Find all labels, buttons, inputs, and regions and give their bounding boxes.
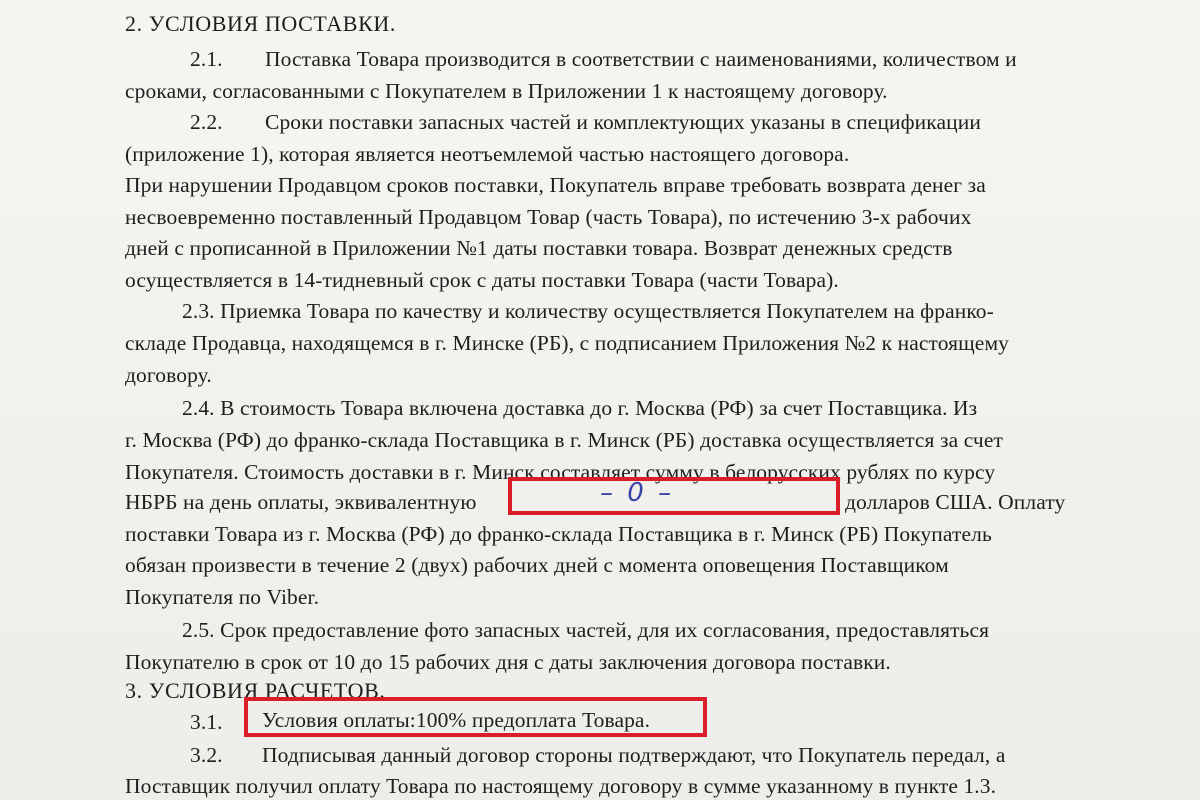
clause-3-1-text: Условия оплаты:100% предоплата Товара.: [262, 708, 651, 732]
clause-2-3-line-1: 2.3. Приемка Товара по качеству и количеству осуществляется Покупателем на франко-: [182, 299, 994, 323]
clause-2-4-line-6: обязан произвести в течение 2 (двух) рабочих дней с момента оповещения Поставщиком: [125, 553, 949, 577]
clause-2-4-line-7: Покупателя по Viber.: [125, 585, 320, 609]
clause-3-2-line-2: Поставщик получил оплату Товара по настоящему договору в сумме указанному в пункте 1.3.: [125, 774, 997, 798]
clause-2-1-line-1: Поставка Товара производится в соответствии с наименованиями, количеством и: [265, 47, 1017, 71]
clause-2-2-number: 2.2.: [190, 110, 223, 134]
clause-2-2-line-5: дней с прописанной в Приложении №1 даты поставки товара. Возврат денежных средств: [125, 236, 953, 260]
section-3-heading: 3. УСЛОВИЯ РАСЧЕТОВ.: [125, 678, 386, 703]
clause-3-2-line-1: Подписывая данный договор стороны подтверждают, что Покупатель передал, а: [262, 743, 1006, 767]
clause-2-1-number: 2.1.: [190, 47, 223, 71]
clause-2-2-line-3: При нарушении Продавцом сроков поставки, Покупатель вправе требовать возврата денег за: [125, 173, 986, 197]
clause-2-4-line-4-start: НБРБ на день оплаты, эквивалентную: [125, 490, 477, 514]
clause-2-4-line-4-end: долларов США. Оплату: [845, 490, 1066, 514]
clause-2-1-line-2: сроками, согласованными с Покупателем в Приложении 1 к настоящему договору.: [125, 79, 888, 103]
clause-3-2-number: 3.2.: [190, 743, 223, 767]
handwritten-amount: – 0 –: [600, 478, 675, 508]
clause-2-2-line-1: Сроки поставки запасных частей и комплектующих указаны в спецификации: [265, 110, 981, 134]
clause-2-4-line-3: Покупателя. Стоимость доставки в г. Минск составляет сумму в белорусских рублях по курсу: [125, 460, 996, 484]
clause-2-4-line-5: поставки Товара из г. Москва (РФ) до франко-склада Поставщика в г. Минск (РБ) Покупатель: [125, 522, 992, 546]
clause-2-2-line-4: несвоевременно поставленный Продавцом Товар (часть Товара), по истечению 3-х рабочих: [125, 205, 972, 229]
clause-2-3-line-2: складе Продавца, находящемся в г. Минске (РБ), с подписанием Приложения №2 к настоящему: [125, 331, 1009, 355]
clause-2-5-line-1: 2.5. Срок предоставление фото запасных частей, для их согласования, предоставляться: [182, 618, 990, 642]
clause-3-1-number: 3.1.: [190, 710, 223, 734]
clause-2-2-line-2: (приложение 1), которая является неотъемлемой частью настоящего договора.: [125, 142, 850, 166]
clause-2-5-line-2: Покупателю в срок от 10 до 15 рабочих дня с даты заключения договора поставки.: [125, 650, 891, 674]
clause-2-2-line-6: осуществляется в 14-тидневный срок с даты поставки Товара (части Товара).: [125, 268, 839, 292]
clause-2-3-line-3: договору.: [125, 363, 212, 387]
section-2-heading: 2. УСЛОВИЯ ПОСТАВКИ.: [125, 11, 396, 36]
clause-2-4-line-1: 2.4. В стоимость Товара включена доставка до г. Москва (РФ) за счет Поставщика. Из: [182, 396, 978, 420]
clause-2-4-line-2: г. Москва (РФ) до франко-склада Поставщика в г. Минск (РБ) доставка осуществляется за счет: [125, 428, 1003, 452]
